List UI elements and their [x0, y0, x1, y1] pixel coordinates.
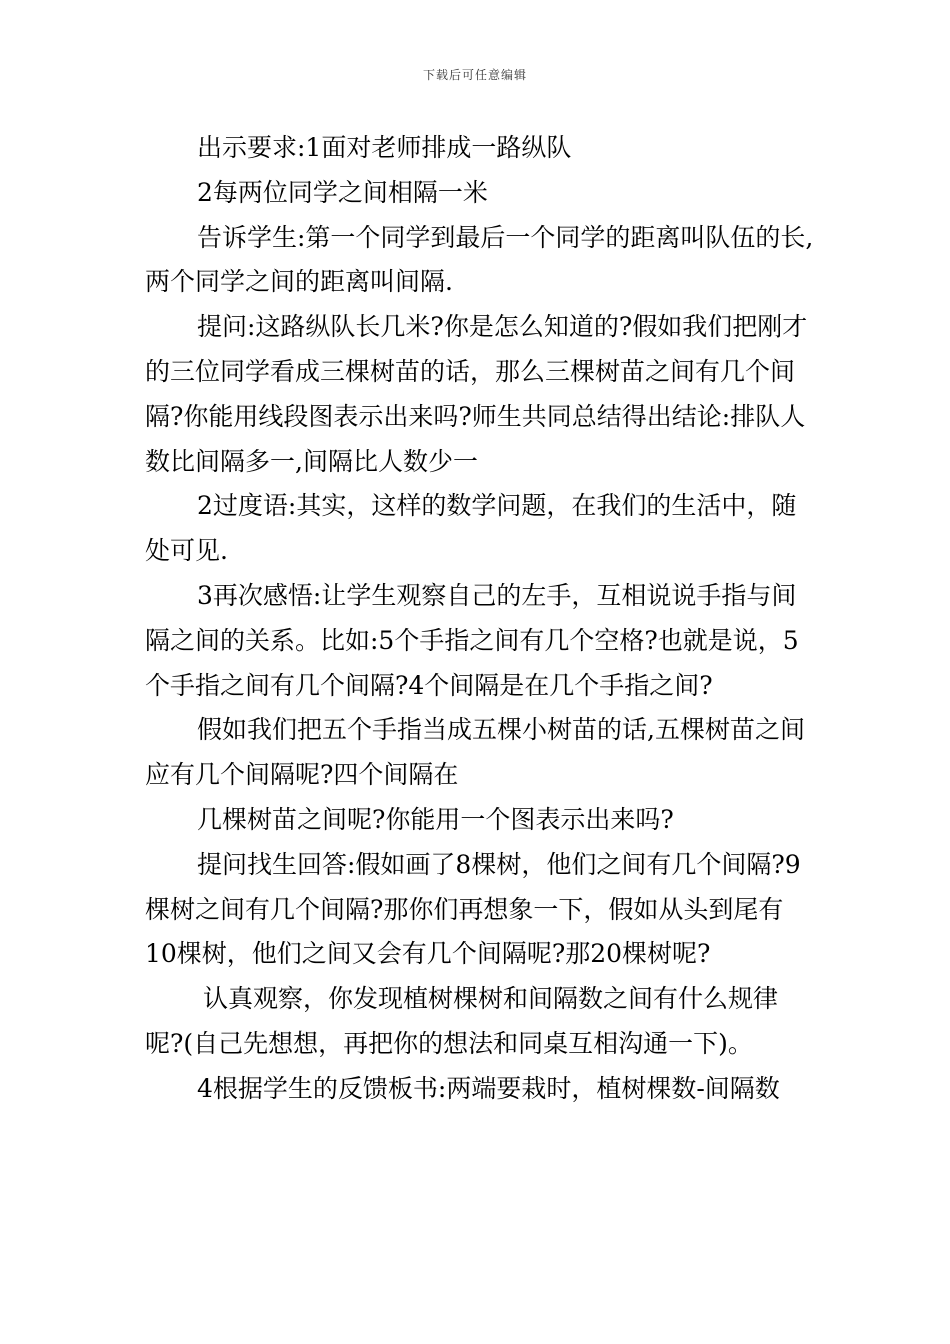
page-header: 下载后可任意编辑: [422, 68, 527, 82]
paragraph-3: 告诉学生:第一个同学到最后一个同学的距离叫队伍的长,两个同学之间的距离叫间隔.: [145, 222, 814, 297]
paragraph-1: 出示要求:1面对老师排成一路纵队: [197, 133, 572, 162]
paragraph-11: 4根据学生的反馈板书:两端要栽时，植树棵数-间隔数: [197, 1073, 780, 1103]
paragraph-8: 几棵树苗之间呢?你能用一个图表示出来吗?: [197, 804, 674, 834]
paragraph-10: 认真观察，你发现植树棵树和间隔数之间有什么规律呢?(自己先想想，再把你的想法和同桌互相沟通一下)。: [145, 984, 779, 1058]
document-body: [145, 126, 815, 1112]
paragraph-5: 2过度语:其实，这样的数学问题，在我们的生活中，随处可见.: [145, 491, 797, 566]
paragraph-9: 提问找生回答:假如画了8棵树，他们之间有几个间隔?9棵树之间有几个间隔?那你们再想象一下，假如从头到尾有10棵树，他们之间又会有几个间隔呢?那20棵树呢?: [145, 849, 801, 969]
paragraph-7: 假如我们把五个手指当成五棵小树苗的话,五棵树苗之间应有几个间隔呢?四个间隔在: [145, 715, 805, 790]
paragraph-4: 提问:这路纵队长几米?你是怎么知道的?假如我们把刚才的三位同学看成三棵树苗的话，那么三棵树苗之间有几个间隔?你能用线段图表示出来吗?师生共同总结得出结论:排队人数比间隔多一,间隔比人数少一: [145, 312, 808, 476]
paragraph-2: 2每两位同学之间相隔一米: [197, 177, 488, 207]
paragraph-6: 3再次感悟:让学生观察自己的左手，互相说说手指与间隔之间的关系。比如:5个手指之间有几个空格?也就是说，5个手指之间有几个间隔?4个间隔是在几个手指之间?: [145, 580, 799, 700]
